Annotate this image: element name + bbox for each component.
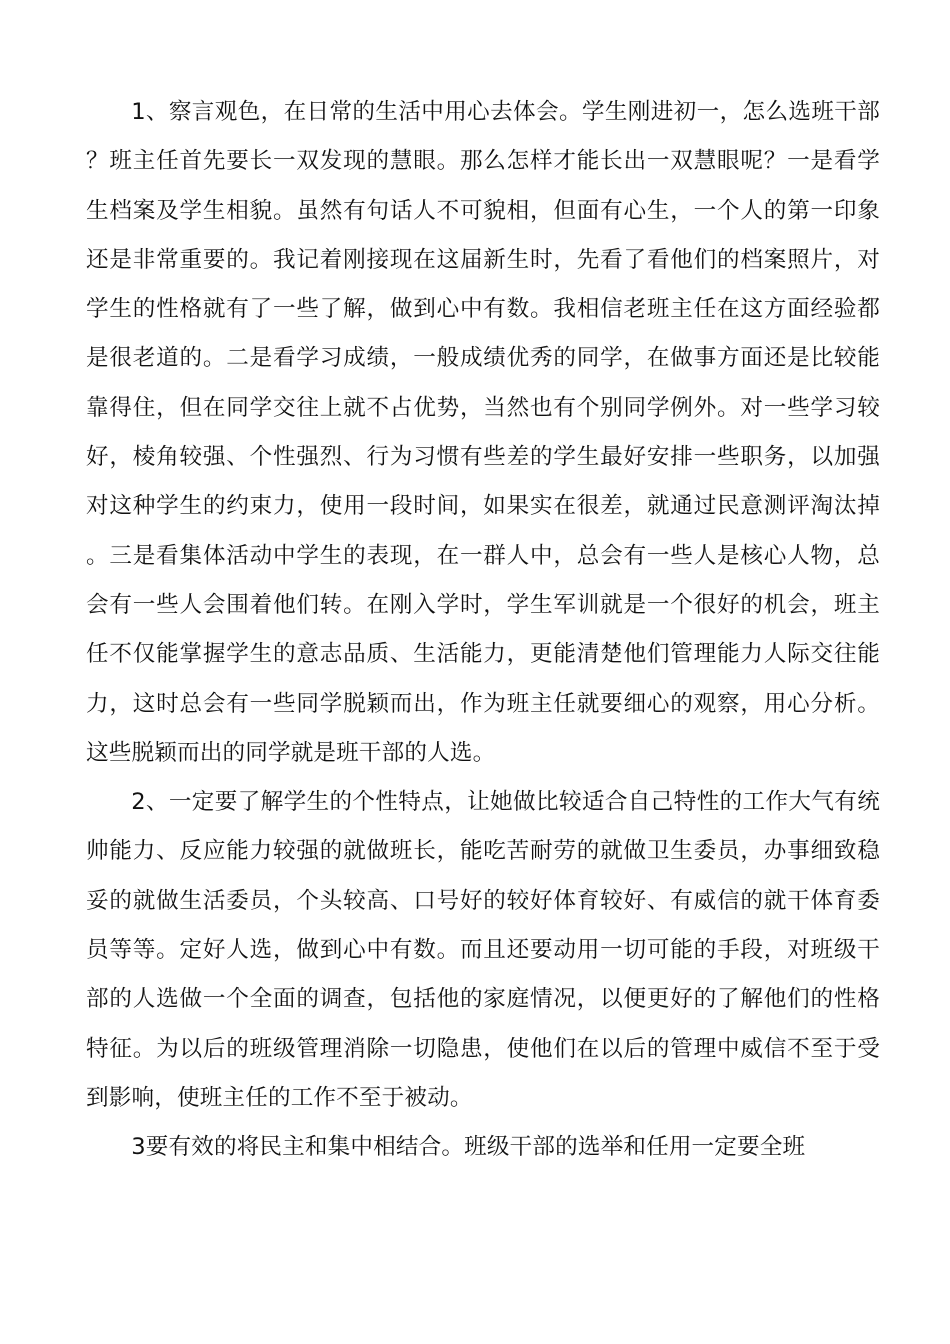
paragraph-3: 3要有效的将民主和集中相结合。班级干部的选举和任用一定要全班 <box>131 1134 806 1161</box>
document-body <box>86 88 880 1173</box>
paragraph-1: 1、察言观色，在日常的生活中用心去体会。学生刚进初一，怎么选班干部？班主任首先要长一双发现的慧眼。那么怎样才能长出一双慧眼呢？一是看学生档案及学生相貌。虽然有句话人不可貌相，但面有心生，一个人的第一印象还是非常重要的。我记着刚接现在这届新生时，先看了看他们的档案照片，对学生的性格就有了一些了解，做到心中有数。我相信老班主任在这方面经验都是很老道的。二是看学习成绩，一般成绩优秀的同学，在做事方面还是比较能靠得住，但在同学交往上就不占优势，当然也有个别同学例外。对一些学习较好，棱角较强、个性强烈、行为习惯有些差的学生最好安排一些职务，以加强对这种学生的约束力，使用一段时间，如果实在很差，就通过民意测评淘汰掉。三是看集体活动中学生的表现，在一群人中，总会有一些人是核心人物，总会有一些人会围着他们转。在刚入学时，学生军训就是一个很好的机会，班主任不仅能掌握学生的意志品质、生活能力，更能清楚他们管理能力人际交往能力，这时总会有一些同学脱颖而出，作为班主任就要细心的观察，用心分析。这些脱颖而出的同学就是班干部的人选。 <box>86 99 880 766</box>
paragraph-2: 2、一定要了解学生的个性特点，让她做比较适合自己特性的工作大气有统帅能力、反应能力较强的就做班长，能吃苦耐劳的就做卫生委员，办事细致稳妥的就做生活委员，个头较高、口号好的较好体育较好、有威信的就干体育委员等等。定好人选，做到心中有数。而且还要动用一切可能的手段，对班级干部的人选做一个全面的调查，包括他的家庭情况，以便更好的了解他们的性格特征。为以后的班级管理消除一切隐患，使他们在以后的管理中威信不至于受到影响，使班主任的工作不至于被动。 <box>86 789 880 1111</box>
